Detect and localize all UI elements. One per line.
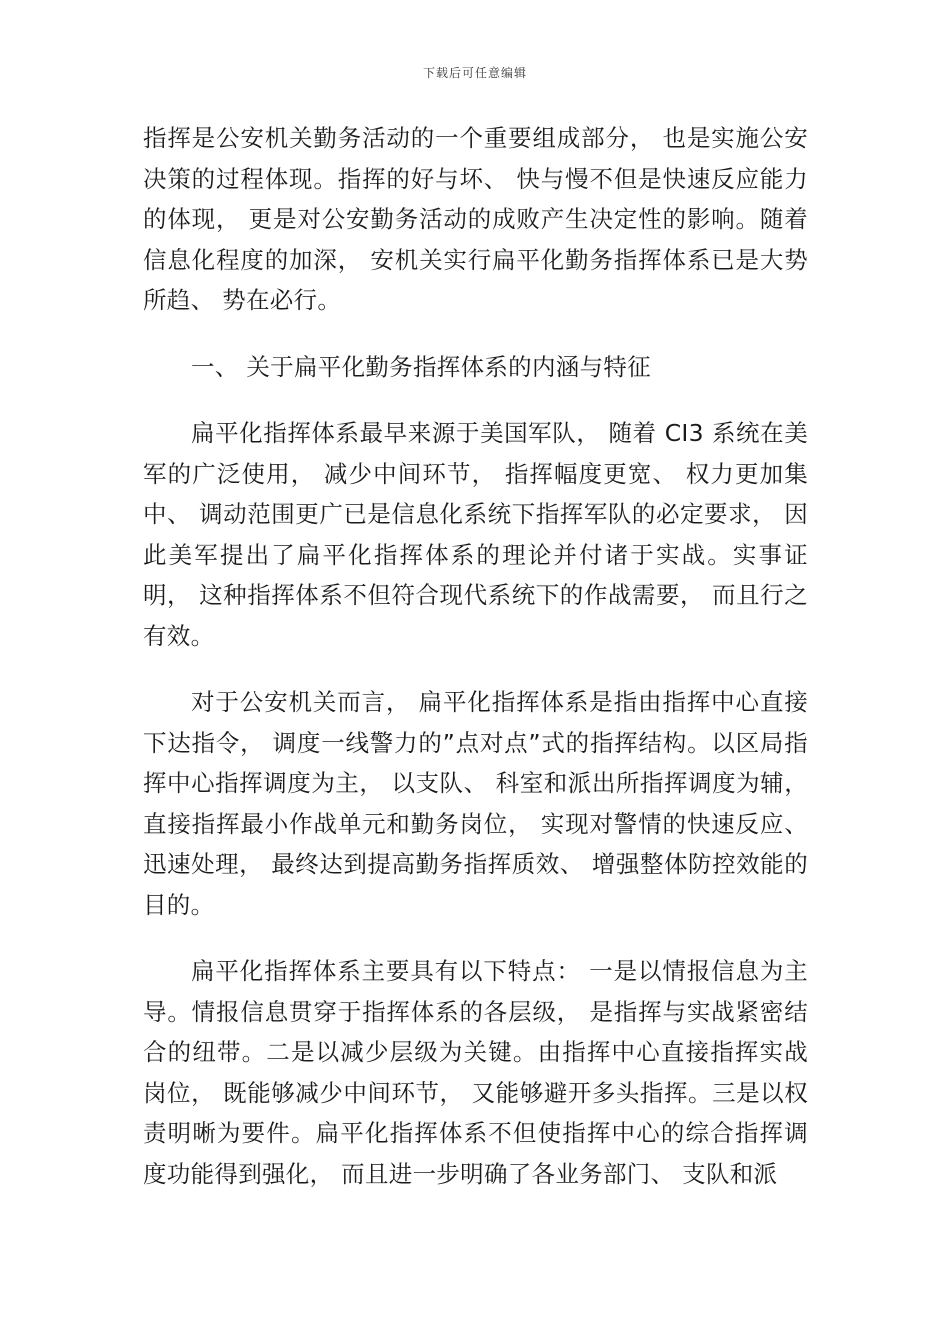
- paragraph-origin: 扁平化指挥体系最早来源于美国军队， 随着 CI3 系统在美军的广泛使用， 减少中间环节， 指挥幅度更宽、 权力更加集中、 调动范围更广已是信息化系统下指挥军队的必定要求， 因此美军提出了扁平化指挥体系的理论并付诸于实战。实事证明， 这种指挥体系不但符合现代系统下的作战需要， 而且行之有效。: [143, 419, 808, 650]
- paragraph-definition: 对于公安机关而言， 扁平化指挥体系是指由指挥中心直接下达指令， 调度一线警力的”点对点”式的指挥结构。以区局指挥中心指挥调度为主， 以支队、 科室和派出所指挥调度为辅， 直接指挥最小作战单元和勤务岗位， 实现对警情的快速反应、 迅速处理， 最终达到提高勤务指挥质效、 增强整体防控效能的目的。: [143, 688, 808, 919]
- document-body: [143, 118, 808, 1220]
- paragraph-intro: 指挥是公安机关勤务活动的一个重要组成部分， 也是实施公安决策的过程体现。指挥的好与坏、 快与慢不但是快速反应能力的体现， 更是对公安勤务活动的成败产生决定性的影响。随着信息化程度的加深， 安机关实行扁平化勤务指挥体系已是大势所趋、 势在必行。: [143, 124, 808, 314]
- page-header-note: 下载后可任意编辑: [422, 66, 527, 80]
- paragraph-features: 扁平化指挥体系主要具有以下特点： 一是以情报信息为主导。情报信息贯穿于指挥体系的各层级， 是指挥与实战紧密结合的纽带。二是以减少层级为关键。由指挥中心直接指挥实战岗位， 既能够减少中间环节， 又能够避开多头指挥。三是以权责明晰为要件。扁平化指挥体系不但使指挥中心的综合指挥调度功能得到强化， 而且进一步明确了各业务部门、 支队和派: [143, 957, 808, 1188]
- section-heading: 一、 关于扁平化勤务指挥体系的内涵与特征: [191, 352, 651, 381]
